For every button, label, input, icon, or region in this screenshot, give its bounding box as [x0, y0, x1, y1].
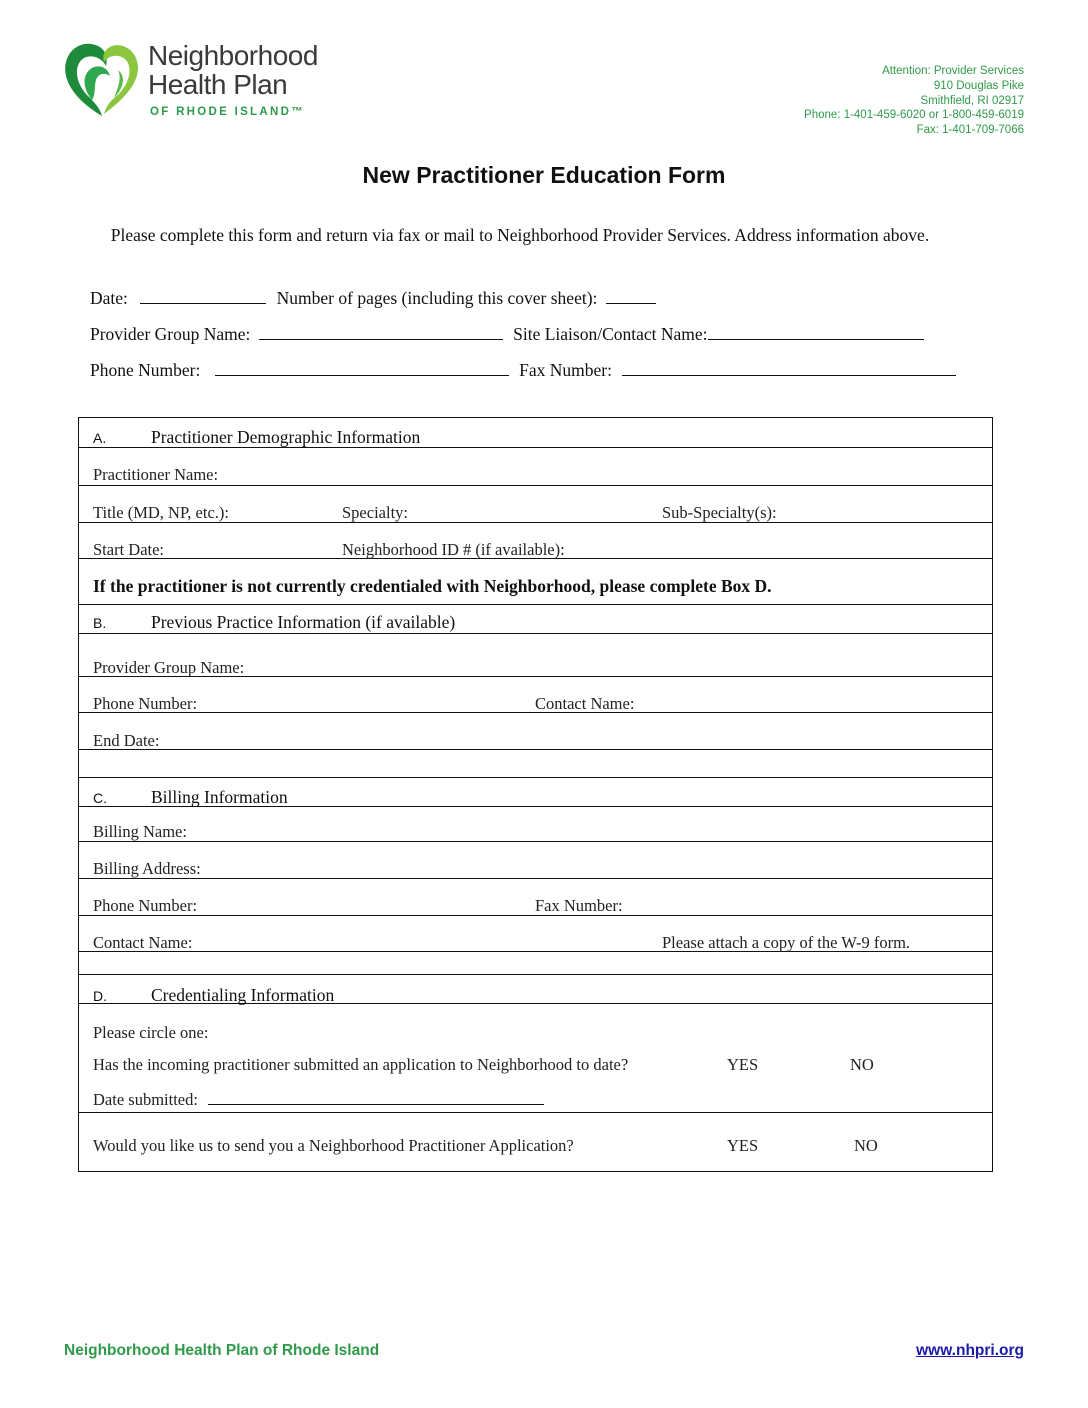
address-line: Smithfield, RI 02917: [920, 94, 1024, 107]
billing-name-label: Billing Name:: [93, 822, 187, 841]
billing-name-row[interactable]: [79, 808, 992, 842]
form-box: [78, 417, 993, 1172]
neighborhood-id-label: Neighborhood ID # (if available):: [342, 540, 565, 559]
practitioner-name-row[interactable]: [79, 449, 992, 486]
date-submitted-label: Date submitted:: [93, 1090, 198, 1109]
title-specialty-row[interactable]: [79, 487, 992, 523]
practitioner-name-label: Practitioner Name:: [93, 465, 219, 484]
question-submitted: Has the incoming practitioner submitted an application to Neighborhood to date?: [93, 1055, 629, 1074]
billing-address-row[interactable]: [79, 843, 992, 879]
billing-contact-label: Contact Name:: [93, 933, 193, 952]
date-submitted-blank[interactable]: [208, 1090, 544, 1105]
fax-blank[interactable]: [622, 361, 956, 376]
billing-address-label: Billing Address:: [93, 859, 201, 878]
spacer-row: [79, 751, 992, 778]
section-b-header: [79, 606, 992, 634]
q1-yes-option[interactable]: YES: [727, 1055, 759, 1074]
group-line: [90, 324, 924, 345]
end-date-row[interactable]: [79, 714, 992, 750]
send-application-row: [79, 1114, 992, 1171]
logo-wordmark-line3: OF RHODE ISLAND™: [150, 106, 305, 118]
date-label: Date:: [90, 288, 128, 308]
application-status-row: [79, 1005, 992, 1113]
subspecialty-label: Sub-Specialty(s):: [662, 503, 777, 522]
heart-leaf-logo-icon: [62, 38, 146, 122]
credential-note: If the practitioner is not currently credentialed with Neighborhood, please complete Box D.: [93, 576, 772, 596]
logo-wordmark-line2: Health Plan: [148, 69, 288, 100]
address-block: [804, 64, 1024, 138]
date-line: [90, 288, 656, 309]
q2-yes-option[interactable]: YES: [727, 1136, 759, 1155]
section-c-title: Billing Information: [151, 787, 288, 807]
prev-contact-label: Contact Name:: [535, 694, 635, 713]
w9-note: Please attach a copy of the W-9 form.: [662, 933, 911, 952]
address-line: Phone: 1-401-459-6020 or 1-800-459-6019: [804, 109, 1024, 122]
section-d-title: Credentialing Information: [151, 985, 335, 1005]
prev-phone-label: Phone Number:: [93, 694, 198, 713]
footer-website-link[interactable]: www.nhpri.org: [916, 1342, 1024, 1359]
logo: [62, 38, 352, 128]
section-c-letter: C.: [93, 790, 107, 806]
prev-group-label: Provider Group Name:: [93, 658, 245, 677]
question-send-application: Would you like us to send you a Neighborhood Practitioner Application?: [93, 1136, 574, 1155]
provider-group-blank[interactable]: [259, 325, 503, 340]
section-a-header: [79, 418, 992, 448]
specialty-label: Specialty:: [342, 503, 408, 522]
q2-no-option[interactable]: NO: [854, 1136, 878, 1155]
section-a-letter: A.: [93, 430, 107, 446]
address-line: 910 Douglas Pike: [933, 79, 1024, 92]
credential-note-row: [79, 560, 992, 605]
section-b-letter: B.: [93, 615, 107, 631]
provider-group-label: Provider Group Name:: [90, 324, 251, 344]
phone-label: Phone Number:: [90, 360, 201, 380]
end-date-label: End Date:: [93, 731, 160, 750]
date-blank[interactable]: [140, 289, 266, 304]
section-c-header: [79, 779, 992, 807]
billing-phone-label: Phone Number:: [93, 896, 198, 915]
site-liaison-blank[interactable]: [708, 325, 924, 340]
pages-blank[interactable]: [606, 289, 656, 304]
billing-contact-row[interactable]: [79, 917, 992, 952]
circle-one-label: Please circle one:: [93, 1023, 209, 1042]
instructions: Please complete this form and return via fax or mail to Neighborhood Provider Services. Address information above.: [110, 225, 930, 245]
q1-no-option[interactable]: NO: [850, 1055, 874, 1074]
address-line: Attention: Provider Services: [882, 65, 1024, 77]
billing-fax-label: Fax Number:: [535, 896, 623, 915]
fax-label: Fax Number:: [519, 360, 612, 380]
prev-phone-row[interactable]: [79, 678, 992, 713]
pages-label: Number of pages (including this cover sheet):: [276, 288, 598, 308]
phone-line: [90, 360, 956, 381]
form-title: New Practitioner Education Form: [362, 162, 726, 188]
phone-blank[interactable]: [215, 361, 509, 376]
logo-wordmark-line1: Neighborhood: [148, 40, 318, 71]
section-b-title: Previous Practice Information (if available): [151, 612, 456, 632]
address-line: Fax: 1-401-709-7066: [916, 124, 1024, 137]
site-liaison-label: Site Liaison/Contact Name:: [513, 324, 708, 344]
section-a-title: Practitioner Demographic Information: [151, 427, 421, 447]
start-date-label: Start Date:: [93, 540, 165, 559]
spacer-row: [79, 953, 992, 975]
prev-group-row[interactable]: [79, 635, 992, 677]
billing-phone-row[interactable]: [79, 880, 992, 916]
footer-org-name: Neighborhood Health Plan of Rhode Island: [64, 1342, 380, 1359]
start-date-row[interactable]: [79, 524, 992, 559]
date-submitted-line: [93, 1090, 544, 1110]
section-d-letter: D.: [93, 988, 107, 1004]
section-d-header: [79, 976, 992, 1004]
title-label: Title (MD, NP, etc.):: [93, 503, 229, 522]
